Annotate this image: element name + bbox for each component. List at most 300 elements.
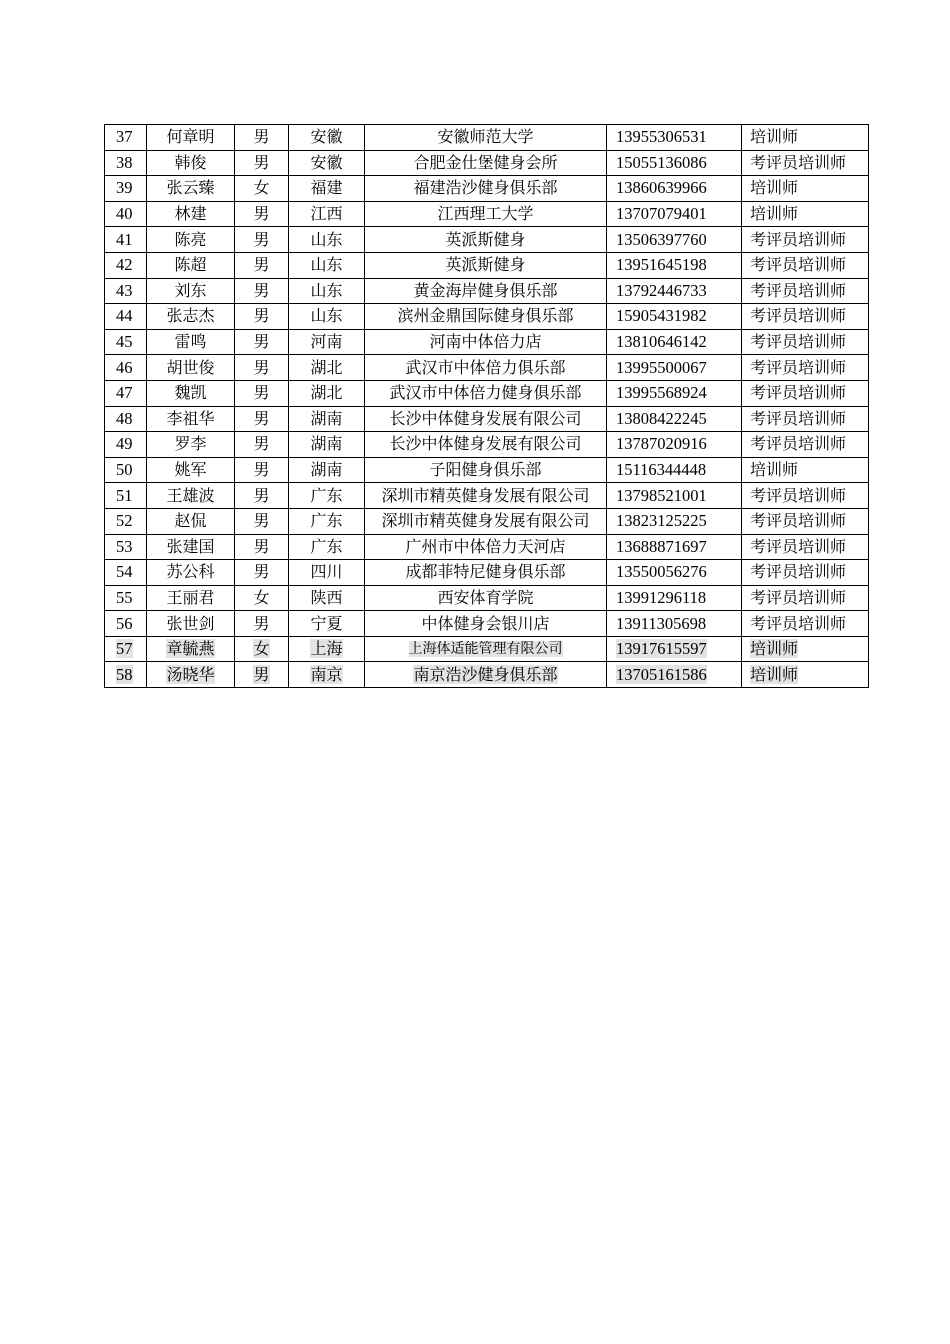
name-cell-text: 章毓燕 <box>166 639 215 659</box>
table-row <box>105 125 869 151</box>
name-cell <box>147 483 235 509</box>
role-cell-text: 考评员培训师 <box>750 485 847 505</box>
name-cell-text: 张世剑 <box>166 613 215 633</box>
organization-cell <box>365 560 607 586</box>
phone-cell-text: 15055136086 <box>616 152 707 172</box>
phone-cell-text: 13955306531 <box>616 127 707 147</box>
organization-cell-text: 合肥金仕堡健身会所 <box>413 152 558 172</box>
phone-cell <box>607 432 742 458</box>
table-row <box>105 483 869 509</box>
name-cell <box>147 508 235 534</box>
name-cell <box>147 125 235 151</box>
row-number-cell <box>105 355 147 381</box>
name-cell-text: 姚军 <box>174 460 207 480</box>
gender-cell-text: 男 <box>253 664 270 684</box>
organization-cell <box>365 227 607 253</box>
table-row <box>105 304 869 330</box>
organization-cell-text: 武汉市中体倍力俱乐部 <box>405 357 566 377</box>
role-cell-text: 培训师 <box>750 639 799 659</box>
organization-cell-text: 成都菲特尼健身俱乐部 <box>405 562 566 582</box>
row-number-cell <box>105 150 147 176</box>
role-cell <box>742 585 869 611</box>
gender-cell-text: 男 <box>253 383 270 403</box>
table-row <box>105 278 869 304</box>
organization-cell <box>365 508 607 534</box>
organization-cell <box>365 252 607 278</box>
role-cell-text: 考评员培训师 <box>750 434 847 454</box>
table-row <box>105 662 869 688</box>
organization-cell <box>365 176 607 202</box>
organization-cell-text: 安徽师范大学 <box>437 127 534 147</box>
row-number-cell <box>105 611 147 637</box>
phone-cell-text: 13823125225 <box>616 511 707 531</box>
province-cell-text: 南京 <box>310 664 343 684</box>
gender-cell <box>235 176 289 202</box>
name-cell-text: 汤晓华 <box>166 664 215 684</box>
phone-cell-text: 13550056276 <box>616 562 707 582</box>
role-cell-text: 培训师 <box>750 178 799 198</box>
phone-cell <box>607 176 742 202</box>
province-cell-text: 广东 <box>310 511 343 531</box>
phone-cell <box>607 380 742 406</box>
table-row <box>105 611 869 637</box>
role-cell-text: 考评员培训师 <box>750 357 847 377</box>
province-cell <box>289 457 365 483</box>
organization-cell <box>365 585 607 611</box>
gender-cell <box>235 483 289 509</box>
province-cell-text: 山东 <box>310 306 343 326</box>
gender-cell <box>235 380 289 406</box>
name-cell-text: 张云臻 <box>166 178 215 198</box>
province-cell <box>289 406 365 432</box>
phone-cell <box>607 150 742 176</box>
phone-cell <box>607 278 742 304</box>
role-cell-text: 考评员培训师 <box>750 332 847 352</box>
role-cell-text: 考评员培训师 <box>750 536 847 556</box>
role-cell-text: 考评员培训师 <box>750 280 847 300</box>
role-cell <box>742 534 869 560</box>
gender-cell <box>235 201 289 227</box>
organization-cell-text: 武汉市中体倍力健身俱乐部 <box>389 383 582 403</box>
role-cell-text: 培训师 <box>750 204 799 224</box>
organization-cell-text: 深圳市精英健身发展有限公司 <box>381 511 590 531</box>
phone-cell-text: 15905431982 <box>616 306 707 326</box>
role-cell <box>742 176 869 202</box>
province-cell-text: 山东 <box>310 229 343 249</box>
role-cell-text: 考评员培训师 <box>750 383 847 403</box>
phone-cell <box>607 457 742 483</box>
gender-cell <box>235 150 289 176</box>
gender-cell <box>235 227 289 253</box>
phone-cell-text: 13911305698 <box>616 613 707 633</box>
gender-cell-text: 男 <box>253 511 270 531</box>
province-cell <box>289 278 365 304</box>
organization-cell-text: 河南中体倍力店 <box>429 332 542 352</box>
name-cell <box>147 329 235 355</box>
row-number-cell-text: 50 <box>116 460 133 480</box>
role-cell <box>742 662 869 688</box>
roster-body <box>105 125 869 688</box>
gender-cell-text: 男 <box>253 127 270 147</box>
province-cell <box>289 355 365 381</box>
province-cell <box>289 483 365 509</box>
gender-cell <box>235 662 289 688</box>
table-row <box>105 176 869 202</box>
row-number-cell <box>105 380 147 406</box>
role-cell <box>742 278 869 304</box>
province-cell-text: 广东 <box>310 536 343 556</box>
organization-cell-text: 长沙中体健身发展有限公司 <box>389 434 582 454</box>
role-cell-text: 考评员培训师 <box>750 408 847 428</box>
organization-cell <box>365 125 607 151</box>
row-number-cell-text: 42 <box>116 255 133 275</box>
role-cell <box>742 560 869 586</box>
phone-cell-text: 13688871697 <box>616 536 707 556</box>
role-cell-text: 培训师 <box>750 460 799 480</box>
province-cell-text: 上海 <box>310 639 343 659</box>
role-cell-text: 考评员培训师 <box>750 587 847 607</box>
organization-cell-text: 江西理工大学 <box>437 204 534 224</box>
phone-cell-text: 13787020916 <box>616 434 707 454</box>
table-row <box>105 380 869 406</box>
row-number-cell-text: 56 <box>116 613 133 633</box>
organization-cell <box>365 304 607 330</box>
province-cell-text: 湖南 <box>310 408 343 428</box>
name-cell-text: 赵侃 <box>174 511 207 531</box>
organization-cell <box>365 406 607 432</box>
name-cell <box>147 201 235 227</box>
table-row <box>105 585 869 611</box>
role-cell <box>742 636 869 662</box>
gender-cell <box>235 534 289 560</box>
organization-cell-text: 南京浩沙健身俱乐部 <box>413 664 558 684</box>
phone-cell-text: 15116344448 <box>616 460 707 480</box>
organization-cell-text: 广州市中体倍力天河店 <box>405 536 566 556</box>
table-row <box>105 201 869 227</box>
row-number-cell <box>105 457 147 483</box>
province-cell-text: 山东 <box>310 255 343 275</box>
organization-cell <box>365 329 607 355</box>
row-number-cell-text: 48 <box>116 408 133 428</box>
phone-cell-text: 13951645198 <box>616 255 707 275</box>
table-row <box>105 227 869 253</box>
province-cell <box>289 125 365 151</box>
role-cell <box>742 329 869 355</box>
row-number-cell-text: 53 <box>116 536 133 556</box>
name-cell <box>147 176 235 202</box>
name-cell <box>147 585 235 611</box>
row-number-cell-text: 40 <box>116 204 133 224</box>
role-cell <box>742 406 869 432</box>
name-cell <box>147 380 235 406</box>
organization-cell <box>365 355 607 381</box>
gender-cell-text: 男 <box>253 152 270 172</box>
phone-cell <box>607 560 742 586</box>
province-cell <box>289 252 365 278</box>
role-cell-text: 考评员培训师 <box>750 511 847 531</box>
role-cell-text: 考评员培训师 <box>750 562 847 582</box>
province-cell-text: 湖北 <box>310 357 343 377</box>
gender-cell-text: 男 <box>253 306 270 326</box>
province-cell <box>289 534 365 560</box>
role-cell-text: 考评员培训师 <box>750 255 847 275</box>
table-row <box>105 457 869 483</box>
organization-cell-text: 长沙中体健身发展有限公司 <box>389 408 582 428</box>
gender-cell-text: 男 <box>253 280 270 300</box>
role-cell <box>742 432 869 458</box>
province-cell <box>289 585 365 611</box>
name-cell <box>147 457 235 483</box>
gender-cell-text: 女 <box>253 587 270 607</box>
province-cell-text: 广东 <box>310 485 343 505</box>
name-cell <box>147 227 235 253</box>
organization-cell <box>365 534 607 560</box>
name-cell-text: 苏公科 <box>166 562 215 582</box>
phone-cell-text: 13798521001 <box>616 485 707 505</box>
gender-cell <box>235 611 289 637</box>
phone-cell <box>607 304 742 330</box>
table-row <box>105 329 869 355</box>
phone-cell <box>607 252 742 278</box>
gender-cell-text: 男 <box>253 229 270 249</box>
name-cell-text: 陈亮 <box>174 229 207 249</box>
gender-cell-text: 男 <box>253 485 270 505</box>
gender-cell-text: 男 <box>253 562 270 582</box>
name-cell <box>147 662 235 688</box>
row-number-cell-text: 55 <box>116 587 133 607</box>
province-cell <box>289 176 365 202</box>
row-number-cell-text: 41 <box>116 229 133 249</box>
organization-cell <box>365 483 607 509</box>
row-number-cell <box>105 585 147 611</box>
role-cell <box>742 125 869 151</box>
province-cell-text: 湖南 <box>310 434 343 454</box>
gender-cell-text: 男 <box>253 357 270 377</box>
role-cell <box>742 252 869 278</box>
gender-cell-text: 男 <box>253 434 270 454</box>
province-cell <box>289 432 365 458</box>
province-cell-text: 安徽 <box>310 152 343 172</box>
province-cell <box>289 150 365 176</box>
province-cell <box>289 227 365 253</box>
name-cell-text: 刘东 <box>174 280 207 300</box>
role-cell-text: 考评员培训师 <box>750 306 847 326</box>
organization-cell <box>365 662 607 688</box>
role-cell <box>742 483 869 509</box>
gender-cell <box>235 252 289 278</box>
row-number-cell-text: 58 <box>116 664 133 684</box>
organization-cell <box>365 611 607 637</box>
organization-cell-text: 西安体育学院 <box>437 587 534 607</box>
phone-cell <box>607 355 742 381</box>
row-number-cell-text: 51 <box>116 485 133 505</box>
province-cell <box>289 380 365 406</box>
role-cell <box>742 508 869 534</box>
row-number-cell <box>105 329 147 355</box>
gender-cell <box>235 329 289 355</box>
organization-cell-text: 英派斯健身 <box>445 255 526 275</box>
province-cell <box>289 560 365 586</box>
phone-cell-text: 13995500067 <box>616 357 707 377</box>
table-row <box>105 355 869 381</box>
row-number-cell <box>105 406 147 432</box>
phone-cell <box>607 662 742 688</box>
name-cell-text: 王雄波 <box>166 485 215 505</box>
phone-cell-text: 13995568924 <box>616 383 707 403</box>
organization-cell-text: 子阳健身俱乐部 <box>429 460 542 480</box>
organization-cell-text: 黄金海岸健身俱乐部 <box>413 280 558 300</box>
gender-cell-text: 女 <box>253 178 270 198</box>
gender-cell <box>235 560 289 586</box>
province-cell-text: 四川 <box>310 562 343 582</box>
phone-cell-text: 13991296118 <box>616 587 707 607</box>
name-cell <box>147 150 235 176</box>
phone-cell-text: 13506397760 <box>616 229 707 249</box>
role-cell-text: 培训师 <box>750 127 799 147</box>
gender-cell-text: 男 <box>253 613 270 633</box>
phone-cell <box>607 227 742 253</box>
organization-cell-text: 福建浩沙健身俱乐部 <box>413 178 558 198</box>
name-cell <box>147 252 235 278</box>
row-number-cell <box>105 636 147 662</box>
gender-cell <box>235 508 289 534</box>
name-cell <box>147 611 235 637</box>
gender-cell-text: 男 <box>253 460 270 480</box>
organization-cell <box>365 636 607 662</box>
phone-cell-text: 13917615597 <box>616 639 707 659</box>
row-number-cell <box>105 278 147 304</box>
province-cell <box>289 201 365 227</box>
province-cell <box>289 304 365 330</box>
province-cell <box>289 662 365 688</box>
province-cell-text: 山东 <box>310 280 343 300</box>
gender-cell <box>235 278 289 304</box>
name-cell-text: 雷鸣 <box>174 332 207 352</box>
organization-cell <box>365 150 607 176</box>
phone-cell <box>607 508 742 534</box>
name-cell-text: 魏凯 <box>174 383 207 403</box>
phone-cell-text: 13808422245 <box>616 408 707 428</box>
table-row <box>105 508 869 534</box>
row-number-cell <box>105 432 147 458</box>
organization-cell <box>365 278 607 304</box>
row-number-cell-text: 47 <box>116 383 133 403</box>
province-cell-text: 湖南 <box>310 460 343 480</box>
name-cell <box>147 636 235 662</box>
name-cell-text: 张建国 <box>166 536 215 556</box>
province-cell-text: 江西 <box>310 204 343 224</box>
name-cell-text: 林建 <box>174 204 207 224</box>
role-cell <box>742 457 869 483</box>
province-cell-text: 福建 <box>310 178 343 198</box>
name-cell <box>147 534 235 560</box>
role-cell <box>742 201 869 227</box>
gender-cell-text: 男 <box>253 255 270 275</box>
gender-cell <box>235 432 289 458</box>
phone-cell <box>607 636 742 662</box>
row-number-cell-text: 49 <box>116 434 133 454</box>
row-number-cell <box>105 125 147 151</box>
row-number-cell-text: 52 <box>116 511 133 531</box>
name-cell-text: 胡世俊 <box>166 357 215 377</box>
name-cell-text: 罗李 <box>174 434 207 454</box>
name-cell <box>147 355 235 381</box>
gender-cell <box>235 125 289 151</box>
row-number-cell <box>105 176 147 202</box>
row-number-cell-text: 38 <box>116 152 133 172</box>
row-number-cell <box>105 483 147 509</box>
table-row <box>105 534 869 560</box>
province-cell-text: 陕西 <box>310 587 343 607</box>
gender-cell-text: 女 <box>253 639 270 659</box>
gender-cell-text: 男 <box>253 204 270 224</box>
row-number-cell-text: 43 <box>116 280 133 300</box>
row-number-cell-text: 37 <box>116 127 133 147</box>
role-cell <box>742 380 869 406</box>
table-row <box>105 150 869 176</box>
role-cell <box>742 355 869 381</box>
province-cell-text: 河南 <box>310 332 343 352</box>
phone-cell <box>607 406 742 432</box>
phone-cell <box>607 585 742 611</box>
phone-cell <box>607 611 742 637</box>
province-cell <box>289 611 365 637</box>
gender-cell <box>235 355 289 381</box>
province-cell <box>289 508 365 534</box>
province-cell <box>289 636 365 662</box>
phone-cell-text: 13860639966 <box>616 178 707 198</box>
row-number-cell-text: 45 <box>116 332 133 352</box>
organization-cell <box>365 201 607 227</box>
gender-cell <box>235 304 289 330</box>
phone-cell <box>607 483 742 509</box>
phone-cell <box>607 329 742 355</box>
organization-cell-text: 深圳市精英健身发展有限公司 <box>381 485 590 505</box>
name-cell-text: 张志杰 <box>166 306 215 326</box>
gender-cell-text: 男 <box>253 408 270 428</box>
name-cell-text: 陈超 <box>174 255 207 275</box>
phone-cell-text: 13707079401 <box>616 204 707 224</box>
trainer-roster-table <box>104 124 869 688</box>
gender-cell <box>235 585 289 611</box>
role-cell <box>742 227 869 253</box>
table-row <box>105 252 869 278</box>
row-number-cell <box>105 227 147 253</box>
role-cell <box>742 150 869 176</box>
name-cell-text: 王丽君 <box>166 587 215 607</box>
phone-cell <box>607 201 742 227</box>
table-row <box>105 432 869 458</box>
phone-cell-text: 13810646142 <box>616 332 707 352</box>
name-cell <box>147 432 235 458</box>
organization-cell <box>365 380 607 406</box>
name-cell-text: 李祖华 <box>166 408 215 428</box>
name-cell <box>147 304 235 330</box>
phone-cell <box>607 125 742 151</box>
table-row <box>105 636 869 662</box>
province-cell-text: 安徽 <box>310 127 343 147</box>
row-number-cell <box>105 304 147 330</box>
organization-cell-text: 中体健身会银川店 <box>421 613 550 633</box>
organization-cell-text: 上海体适能管理有限公司 <box>408 641 563 658</box>
row-number-cell <box>105 662 147 688</box>
row-number-cell-text: 44 <box>116 306 133 326</box>
name-cell-text: 何章明 <box>166 127 215 147</box>
gender-cell <box>235 457 289 483</box>
organization-cell <box>365 457 607 483</box>
table-row <box>105 560 869 586</box>
name-cell <box>147 406 235 432</box>
